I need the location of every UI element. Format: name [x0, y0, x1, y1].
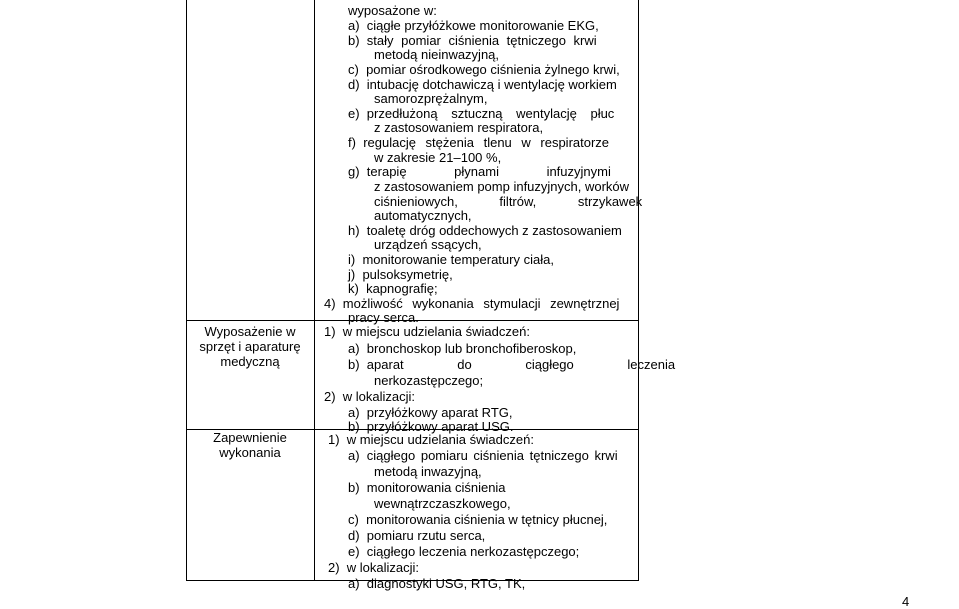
list-item: a) diagnostyki USG, RTG, TK,: [348, 576, 526, 591]
row-label-line: Zapewnienie: [213, 430, 287, 445]
list-item-continuation: urządzeń ssących,: [374, 237, 482, 252]
list-item: 2) w lokalizacji:: [324, 389, 416, 404]
table-border-middle: [314, 0, 315, 580]
list-item: c) pomiar ośrodkowego ciśnienia żylnego krwi,: [348, 62, 620, 77]
list-item: a) bronchoskop lub bronchofiberoskop,: [348, 341, 577, 356]
list-item-continuation: metodą nieinwazyjną,: [374, 47, 500, 62]
list-item: 1) w miejscu udzielania świadczeń:: [324, 324, 530, 339]
row-label-equipment: [190, 324, 310, 369]
list-item: 4) możliwość wykonania stymulacji zewnętrznej: [324, 296, 620, 311]
list-item: b) aparat do ciągłego leczenia: [348, 357, 676, 372]
row-label-line: sprzęt i aparaturę: [199, 339, 301, 354]
list-item-continuation: samorozprężalnym,: [374, 91, 488, 106]
list-item: a) ciągłego pomiaru ciśnienia tętniczego krwi: [348, 448, 618, 463]
list-item: e) ciągłego leczenia nerkozastępczego;: [348, 544, 580, 559]
list-item: a) ciągłe przyłóżkowe monitorowanie EKG,: [348, 18, 599, 33]
list-item: b) stały pomiar ciśnienia tętniczego krwi: [348, 33, 597, 48]
list-item: c) monitorowania ciśnienia w tętnicy płucnej,: [348, 512, 608, 527]
list-item: d) intubację dotchawiczą i wentylację workiem: [348, 77, 617, 92]
list-item: 2) w lokalizacji:: [328, 560, 420, 575]
table-border-left: [186, 0, 187, 580]
list-item: 1) w miejscu udzielania świadczeń:: [328, 432, 534, 447]
list-item-continuation: automatycznych,: [374, 208, 472, 223]
list-item: g) terapię płynami infuzyjnymi: [348, 164, 611, 179]
list-item-continuation: w zakresie 21–100 %,: [374, 150, 502, 165]
list-item: a) przyłóżkowy aparat RTG,: [348, 405, 513, 420]
list-item: b) przyłóżkowy aparat USG.: [348, 419, 514, 434]
row-label-line: medyczną: [220, 354, 280, 369]
row-label-provision: [190, 430, 310, 460]
list-item: d) pomiaru rzutu serca,: [348, 528, 486, 543]
list-item: j) pulsoksymetrię,: [348, 267, 453, 282]
list-item-continuation: z zastosowaniem pomp infuzyjnych, worków: [374, 179, 630, 194]
list-item-continuation: ciśnieniowych, filtrów, strzykawek: [374, 194, 643, 209]
list-item: h) toaletę dróg oddechowych z zastosowaniem: [348, 223, 622, 238]
list-item-continuation: nerkozastępczego;: [374, 373, 484, 388]
page-number: 4: [902, 594, 910, 609]
list-item-continuation: metodą inwazyjną,: [374, 464, 482, 479]
list-item: e) przedłużoną sztuczną wentylację płuc: [348, 106, 615, 121]
row-label-line: wykonania: [219, 445, 281, 460]
list-item: f) regulację stężenia tlenu w respiratorze: [348, 135, 610, 150]
list-item-continuation: z zastosowaniem respiratora,: [374, 120, 544, 135]
list-item: k) kapnografię;: [348, 281, 438, 296]
list-item: wyposażone w:: [348, 3, 437, 18]
list-item: i) monitorowanie temperatury ciała,: [348, 252, 554, 267]
table-border-right: [638, 0, 639, 580]
list-item-continuation: pracy serca.: [348, 310, 419, 325]
row-label-line: Wyposażenie w: [204, 324, 296, 339]
list-item-continuation: wewnątrzczaszkowego,: [374, 496, 511, 511]
list-item: b) monitorowania ciśnienia: [348, 480, 506, 495]
